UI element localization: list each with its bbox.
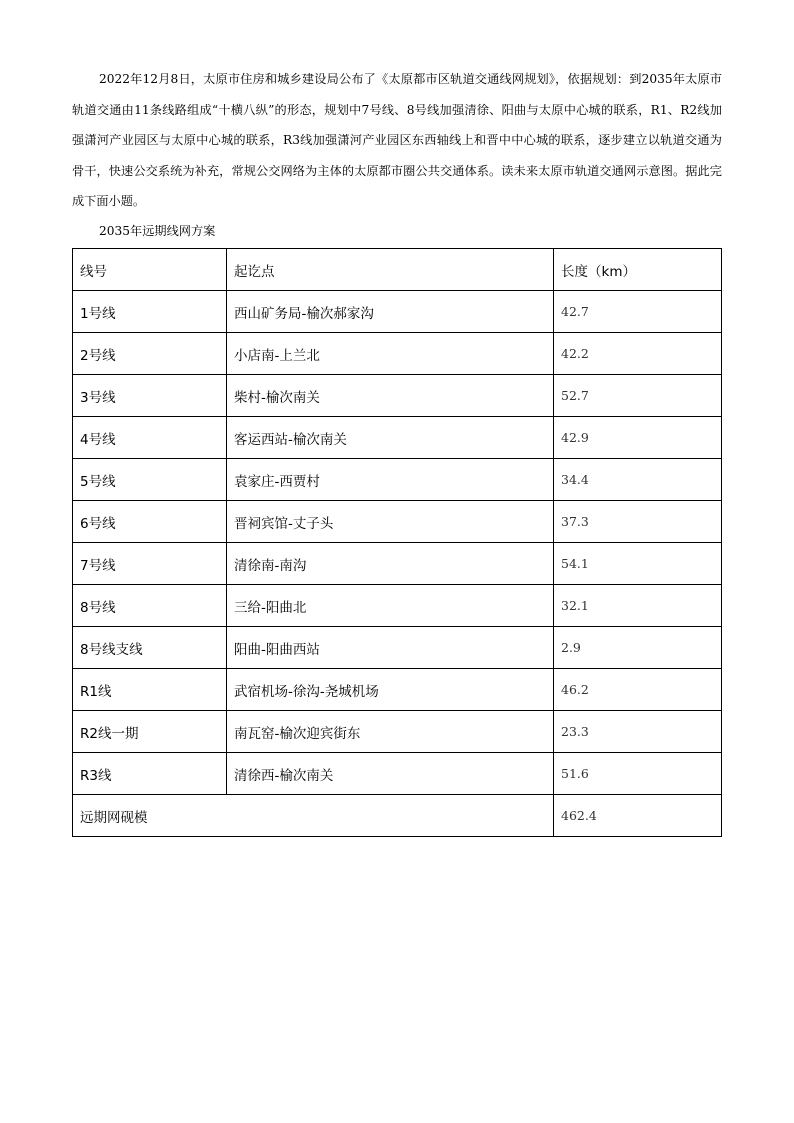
length-cell: 37.3 <box>554 501 722 543</box>
length-cell: 42.7 <box>554 291 722 333</box>
length-cell: 34.4 <box>554 459 722 501</box>
route-cell: 西山矿务局-榆次郝家沟 <box>227 291 554 333</box>
route-cell: 清徐南-南沟 <box>227 543 554 585</box>
table-total-row <box>73 795 722 837</box>
line-number-cell: 3号线 <box>73 375 227 417</box>
table-row <box>73 417 722 459</box>
table-row <box>73 627 722 669</box>
table-row <box>73 291 722 333</box>
length-cell: 2.9 <box>554 627 722 669</box>
length-cell: 46.2 <box>554 669 722 711</box>
table-body <box>73 249 722 837</box>
total-length-cell: 462.4 <box>554 795 722 837</box>
route-cell: 武宿机场-徐沟-尧城机场 <box>227 669 554 711</box>
transit-lines-table <box>72 248 722 837</box>
length-cell: 32.1 <box>554 585 722 627</box>
line-number-cell: 5号线 <box>73 459 227 501</box>
line-number-cell: 8号线 <box>73 585 227 627</box>
table-row <box>73 333 722 375</box>
table-row <box>73 753 722 795</box>
header-line-number: 线号 <box>73 249 227 291</box>
length-cell: 54.1 <box>554 543 722 585</box>
table-caption: 2035年远期线网方案 <box>99 224 216 238</box>
line-number-cell: R2线一期 <box>73 711 227 753</box>
route-cell: 柴村-榆次南关 <box>227 375 554 417</box>
line-number-cell: R1线 <box>73 669 227 711</box>
length-cell: 42.9 <box>554 417 722 459</box>
length-cell: 42.2 <box>554 333 722 375</box>
table-row <box>73 585 722 627</box>
route-cell: 南瓦窑-榆次迎宾街东 <box>227 711 554 753</box>
route-cell: 小店南-上兰北 <box>227 333 554 375</box>
table-row <box>73 669 722 711</box>
route-cell: 阳曲-阳曲西站 <box>227 627 554 669</box>
line-number-cell: 7号线 <box>73 543 227 585</box>
table-row <box>73 543 722 585</box>
table-header-row <box>73 249 722 291</box>
table-row <box>73 501 722 543</box>
table-row <box>73 375 722 417</box>
route-cell: 客运西站-榆次南关 <box>227 417 554 459</box>
length-cell: 51.6 <box>554 753 722 795</box>
line-number-cell: 2号线 <box>73 333 227 375</box>
line-number-cell: 6号线 <box>73 501 227 543</box>
header-length: 长度（km） <box>554 249 722 291</box>
route-cell: 三给-阳曲北 <box>227 585 554 627</box>
table-row <box>73 459 722 501</box>
route-cell: 袁家庄-西贾村 <box>227 459 554 501</box>
route-cell: 晋祠宾馆-丈子头 <box>227 501 554 543</box>
total-label-cell: 远期网砚模 <box>73 795 554 837</box>
line-number-cell: R3线 <box>73 753 227 795</box>
intro-paragraph: 2022年12月8日，太原市住房和城乡建设局公布了《太原都市区轨道交通线网规划》，依据规划：到2035年太原市轨道交通由11条线路组成“十横八纵”的形态，规划中7号线、8号线加强清徐、阳曲与太原中心城的联系，R1、R2线加强潇河产业园区与太原中心城的联系，R3线加强潇河产业园区东西轴线上和晋中中心城的联系，逐步建立以轨道交通为骨干，快速公交系统为补充，常规公交网络为主体的太原都市圈公共交通体系。读未来太原市轨道交通网示意图。据此完成下面小题。 <box>72 72 722 208</box>
line-number-cell: 1号线 <box>73 291 227 333</box>
header-route: 起讫点 <box>227 249 554 291</box>
route-cell: 清徐西-榆次南关 <box>227 753 554 795</box>
length-cell: 23.3 <box>554 711 722 753</box>
line-number-cell: 8号线支线 <box>73 627 227 669</box>
table-row <box>73 711 722 753</box>
line-number-cell: 4号线 <box>73 417 227 459</box>
length-cell: 52.7 <box>554 375 722 417</box>
